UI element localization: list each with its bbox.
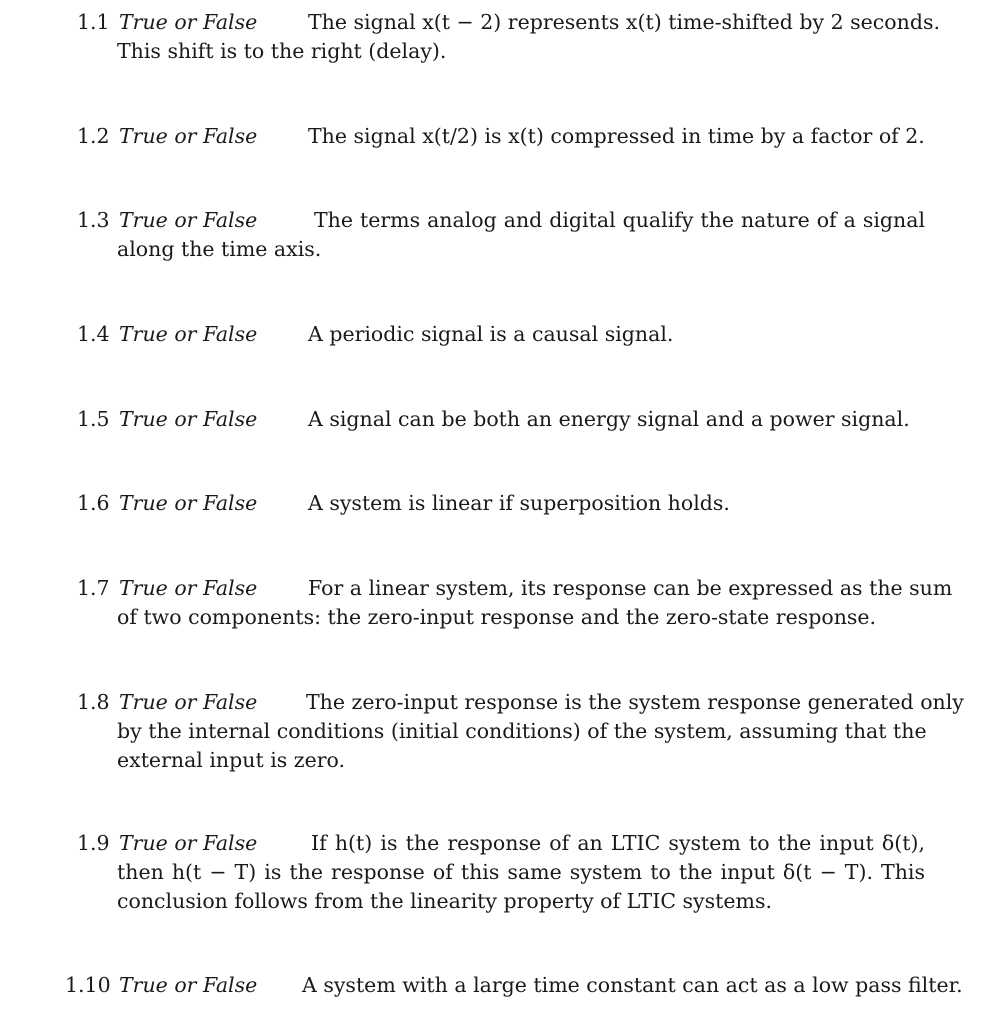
true-or-false-label: True or False (119, 10, 258, 34)
statement-line-2: along the time axis. (117, 237, 322, 261)
question-number: 1.8 (77, 690, 110, 714)
statement-line-3: external input is zero. (117, 748, 346, 772)
statement-line-3: conclusion follows from the linearity property of LTIC systems. (117, 889, 772, 913)
statement-line-1: The terms analog and digital qualify the nature of a signal (314, 208, 925, 232)
question-number: 1.6 (77, 491, 110, 515)
question-number: 1.9 (77, 831, 110, 855)
question-number: 1.5 (77, 407, 110, 431)
statement-line-1: The signal x(t/2) is x(t) compressed in time by a factor of 2. (308, 124, 925, 148)
true-or-false-label: True or False (119, 407, 258, 431)
question-number: 1.10 (65, 973, 111, 997)
true-or-false-label: True or False (119, 831, 258, 855)
statement-line-1: For a linear system, its response can be expressed as the sum (308, 576, 953, 600)
question-number: 1.4 (77, 322, 110, 346)
statement-line-1: A system is linear if superposition holds. (308, 491, 730, 515)
question-number: 1.3 (77, 208, 110, 232)
true-or-false-label: True or False (119, 322, 258, 346)
question-number: 1.7 (77, 576, 110, 600)
statement-line-1: If h(t) is the response of an LTIC system to the input δ(t), (311, 831, 925, 855)
true-or-false-label: True or False (119, 491, 258, 515)
statement-line-2: This shift is to the right (delay). (117, 39, 447, 63)
statement-line-1: The zero-input response is the system response generated only (306, 690, 964, 714)
true-or-false-label: True or False (119, 208, 258, 232)
statement-line-1: The signal x(t − 2) represents x(t) time-shifted by 2 seconds. (308, 10, 940, 34)
statement-line-1: A system with a large time constant can act as a low pass filter. (302, 973, 963, 997)
statement-line-1: A signal can be both an energy signal and a power signal. (308, 407, 910, 431)
true-or-false-label: True or False (119, 973, 258, 997)
statement-line-2: by the internal conditions (initial conditions) of the system, assuming that the (117, 719, 927, 743)
statement-line-1: A periodic signal is a causal signal. (308, 322, 674, 346)
statement-line-2: of two components: the zero-input response and the zero-state response. (117, 605, 877, 629)
question-number: 1.1 (77, 10, 110, 34)
question-number: 1.2 (77, 124, 110, 148)
true-or-false-label: True or False (119, 690, 258, 714)
statement-line-2: then h(t − T) is the response of this same system to the input δ(t − T). This (117, 860, 925, 884)
true-or-false-label: True or False (119, 124, 258, 148)
true-or-false-label: True or False (119, 576, 258, 600)
